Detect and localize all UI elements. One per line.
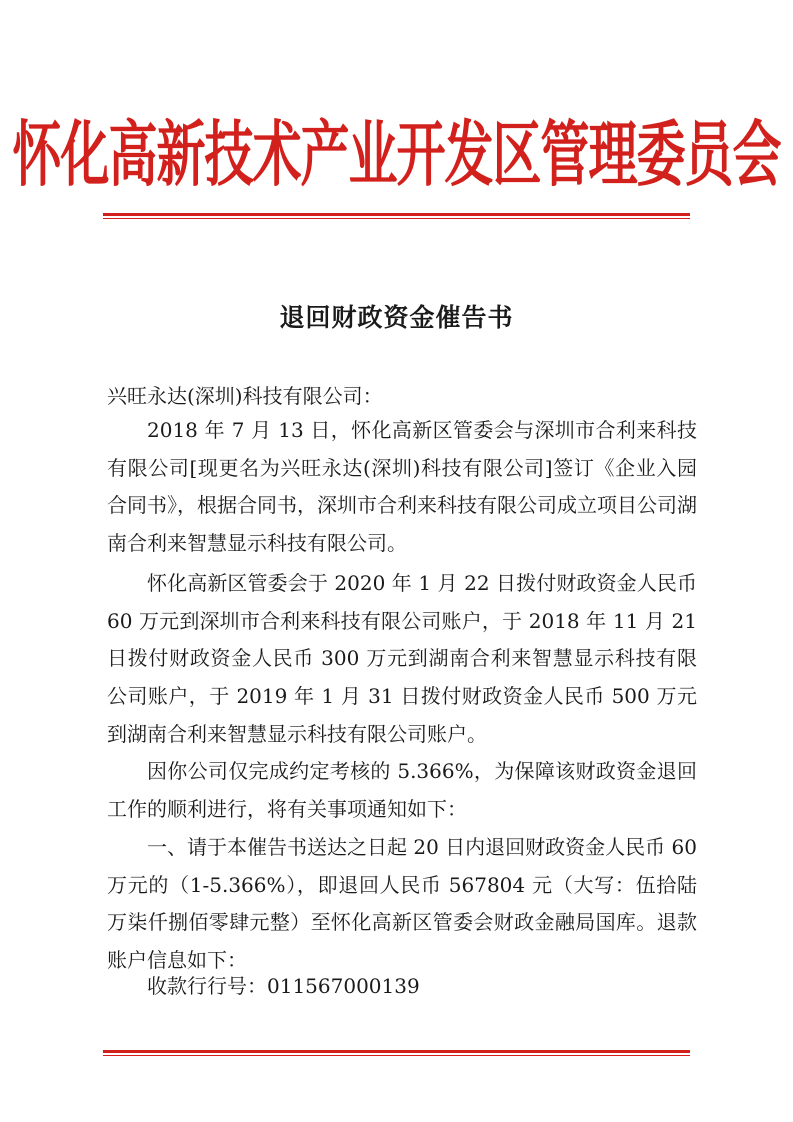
paragraph-assessment: 因你公司仅完成约定考核的 5.366%，为保障该财政资金退回工作的顺利进行，将有关事项通知如下： — [107, 759, 697, 821]
footer-red-rule — [103, 1050, 690, 1056]
letterhead — [0, 102, 793, 198]
salutation: 兴旺永达(深圳)科技有限公司： — [107, 384, 383, 408]
red-rule-thick-line — [103, 213, 690, 216]
paragraph-funds-disbursed: 怀化高新区管委会于 2020 年 1 月 22 日拨付财政资金人民币 60 万元到深圳市合利来科技有限公司账户，于 2018 年 11 月 21 日拨付财政资金人民币 300 万元到湖南合利来智慧显示科技有限公司账户，于 2019 年 1 月 31 日拨付财政资金人民币 500 万元到湖南合利来智慧显示科技有限公司账户。 — [107, 571, 697, 746]
paragraph-bank-code: 收款行行号：011567000139 — [147, 974, 420, 998]
red-rule-thick-line — [103, 1050, 690, 1053]
paragraph-contract: 2018 年 7 月 13 日，怀化高新区管委会与深圳市合利来科技有限公司[现更名为兴旺永达(深圳)科技有限公司]签订《企业入园合同书》，根据合同书，深圳市合利来科技有限公司成立项目公司湖南合利来智慧显示科技有限公司。 — [107, 418, 697, 556]
paragraph-refund-item-one: 一、请于本催告书送达之日起 20 日内退回财政资金人民币 60 万元的（1-5.366%），即退回人民币 567804 元（大写：伍拾陆万柒仟捌佰零肆元整）至怀化高新区管委会财政金融局国库。退款账户信息如下： — [107, 835, 697, 973]
document-title: 退回财政资金催告书 — [279, 303, 514, 332]
letterhead-org-name: 怀化高新技术产业开发区管理委员会 — [12, 113, 781, 197]
red-rule-thin-line — [103, 218, 690, 219]
red-rule-thin-line — [103, 1055, 690, 1056]
letterhead-red-rule-top — [103, 213, 690, 219]
